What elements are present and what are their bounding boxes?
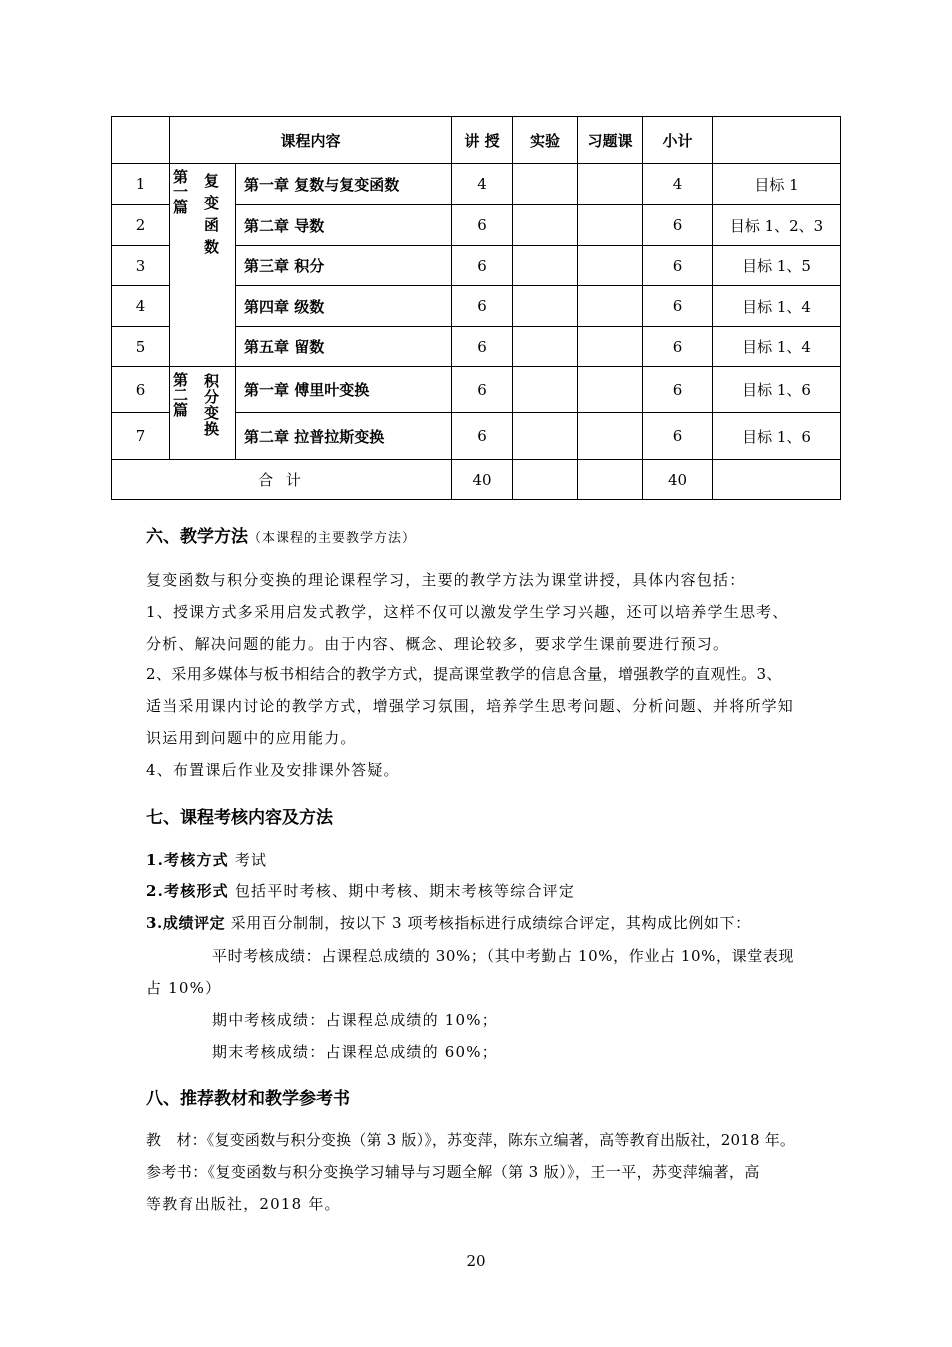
experiment-hours bbox=[513, 246, 578, 286]
header-exercise: 习题课 bbox=[578, 117, 643, 164]
section-7-title: 七、课程考核内容及方法 bbox=[146, 808, 333, 828]
exercise-hours bbox=[578, 205, 643, 246]
section-6-title: 六、教学方法 bbox=[146, 527, 248, 547]
assessment-label: 3.成绩评定 bbox=[146, 914, 226, 932]
section-6-line: 1、授课方式多采用启发式教学，这样不仅可以激发学生学习兴趣，还可以培养学生思考、 bbox=[146, 603, 789, 621]
header-lecture: 讲 授 bbox=[452, 117, 513, 164]
reference-line: 等教育出版社，2018 年。 bbox=[146, 1195, 341, 1213]
exercise-hours bbox=[578, 246, 643, 286]
chapter-name: 第二章 导数 bbox=[236, 205, 452, 246]
table-row bbox=[112, 164, 841, 205]
exercise-hours bbox=[578, 367, 643, 413]
subtotal-hours: 6 bbox=[643, 327, 713, 367]
header-subtotal: 小计 bbox=[643, 117, 713, 164]
section-6-line: 复变函数与积分变换的理论课程学习，主要的教学方法为课堂讲授，具体内容包括： bbox=[146, 571, 746, 589]
grade-detail-line: 期末考核成绩：占课程总成绩的 60%； bbox=[212, 1043, 498, 1061]
assessment-text: 考试 bbox=[234, 851, 268, 869]
reference-line: 参考书：《复变函数与积分变换学习辅导与习题全解（第 3 版）》，王一平，苏变萍编著，高 bbox=[146, 1163, 760, 1181]
section-6-line: 2、采用多媒体与板书相结合的教学方式，提高课堂教学的信息含量，增强教学的直观性。3、 bbox=[146, 665, 782, 683]
lecture-hours: 6 bbox=[452, 413, 513, 460]
exercise-hours bbox=[578, 164, 643, 205]
row-no: 7 bbox=[112, 413, 170, 460]
total-exercise bbox=[578, 460, 643, 500]
grade-detail-line: 期中考核成绩：占课程总成绩的 10%； bbox=[212, 1011, 498, 1029]
assessment-label: 2.考核形式 bbox=[146, 882, 229, 900]
subtotal-hours: 4 bbox=[643, 164, 713, 205]
part-1-cell bbox=[170, 164, 236, 367]
lecture-hours: 6 bbox=[452, 286, 513, 327]
part-title: 第一篇 bbox=[173, 168, 189, 216]
lecture-hours: 6 bbox=[452, 246, 513, 286]
assessment-item bbox=[146, 912, 751, 933]
experiment-hours bbox=[513, 367, 578, 413]
target: 目标 1、5 bbox=[713, 246, 841, 286]
chapter-name: 第三章 积分 bbox=[236, 246, 452, 286]
subtotal-hours: 6 bbox=[643, 413, 713, 460]
target: 目标 1、4 bbox=[713, 327, 841, 367]
target: 目标 1、6 bbox=[713, 367, 841, 413]
table-row bbox=[112, 367, 841, 413]
section-6-subtitle: （本课程的主要教学方法） bbox=[248, 531, 417, 546]
lecture-hours: 6 bbox=[452, 367, 513, 413]
section-6-heading bbox=[146, 522, 416, 547]
header-no bbox=[112, 117, 170, 164]
row-no: 5 bbox=[112, 327, 170, 367]
chapter-name: 第一章 傅里叶变换 bbox=[236, 367, 452, 413]
row-no: 2 bbox=[112, 205, 170, 246]
textbook-line: 教 材：《复变函数与积分变换（第 3 版）》，苏变萍，陈东立编著，高等教育出版社，2018 年。 bbox=[146, 1131, 796, 1149]
section-6-line: 识运用到问题中的应用能力。 bbox=[146, 729, 357, 747]
subtotal-hours: 6 bbox=[643, 246, 713, 286]
header-target bbox=[713, 117, 841, 164]
assessment-item bbox=[146, 849, 267, 870]
lecture-hours: 4 bbox=[452, 164, 513, 205]
experiment-hours bbox=[513, 413, 578, 460]
section-6-line: 4、布置课后作业及安排课外答疑。 bbox=[146, 761, 400, 779]
experiment-hours bbox=[513, 205, 578, 246]
grade-detail-line: 平时考核成绩：占课程总成绩的 30%；（其中考勤占 10%，作业占 10%，课堂表现 bbox=[212, 947, 795, 965]
subtotal-hours: 6 bbox=[643, 367, 713, 413]
experiment-hours bbox=[513, 327, 578, 367]
assessment-text: 采用百分制制，按以下 3 项考核指标进行成绩综合评定，其构成比例如下： bbox=[230, 914, 751, 932]
exercise-hours bbox=[578, 327, 643, 367]
course-hours-table bbox=[111, 116, 841, 500]
chapter-name: 第四章 级数 bbox=[236, 286, 452, 327]
experiment-hours bbox=[513, 164, 578, 205]
subtotal-hours: 6 bbox=[643, 205, 713, 246]
chapter-name: 第二章 拉普拉斯变换 bbox=[236, 413, 452, 460]
part-name: 复变函数 bbox=[204, 172, 220, 256]
part-name: 积分变换 bbox=[204, 372, 220, 438]
exercise-hours bbox=[578, 286, 643, 327]
table-total-row bbox=[112, 460, 841, 500]
lecture-hours: 6 bbox=[452, 327, 513, 367]
assessment-label: 1.考核方式 bbox=[146, 851, 229, 869]
page-number: 20 bbox=[466, 1252, 486, 1270]
target: 目标 1、4 bbox=[713, 286, 841, 327]
lecture-hours: 6 bbox=[452, 205, 513, 246]
grade-detail-line: 占 10%） bbox=[146, 979, 222, 997]
header-experiment: 实验 bbox=[513, 117, 578, 164]
row-no: 4 bbox=[112, 286, 170, 327]
row-no: 1 bbox=[112, 164, 170, 205]
total-experiment bbox=[513, 460, 578, 500]
row-no: 6 bbox=[112, 367, 170, 413]
exercise-hours bbox=[578, 413, 643, 460]
section-8-title: 八、推荐教材和教学参考书 bbox=[146, 1089, 350, 1109]
table-header-row bbox=[112, 117, 841, 164]
assessment-item bbox=[146, 880, 575, 901]
target: 目标 1 bbox=[713, 164, 841, 205]
chapter-name: 第一章 复数与复变函数 bbox=[236, 164, 452, 205]
target: 目标 1、6 bbox=[713, 413, 841, 460]
subtotal-hours: 6 bbox=[643, 286, 713, 327]
total-label: 合 计 bbox=[112, 460, 452, 500]
part-title: 第二篇 bbox=[173, 371, 189, 419]
assessment-text: 包括平时考核、期中考核、期末考核等综合评定 bbox=[234, 882, 576, 900]
section-6-line: 适当采用课内讨论的教学方式，增强学习氛围，培养学生思考问题、分析问题、并将所学知 bbox=[146, 697, 795, 715]
section-6-line: 分析、解决问题的能力。由于内容、概念、理论较多，要求学生课前要进行预习。 bbox=[146, 635, 730, 653]
experiment-hours bbox=[513, 286, 578, 327]
row-no: 3 bbox=[112, 246, 170, 286]
header-content: 课程内容 bbox=[170, 117, 452, 164]
total-target bbox=[713, 460, 841, 500]
target: 目标 1、2、3 bbox=[713, 205, 841, 246]
total-subtotal: 40 bbox=[643, 460, 713, 500]
chapter-name: 第五章 留数 bbox=[236, 327, 452, 367]
part-2-cell bbox=[170, 367, 236, 460]
total-lecture: 40 bbox=[452, 460, 513, 500]
